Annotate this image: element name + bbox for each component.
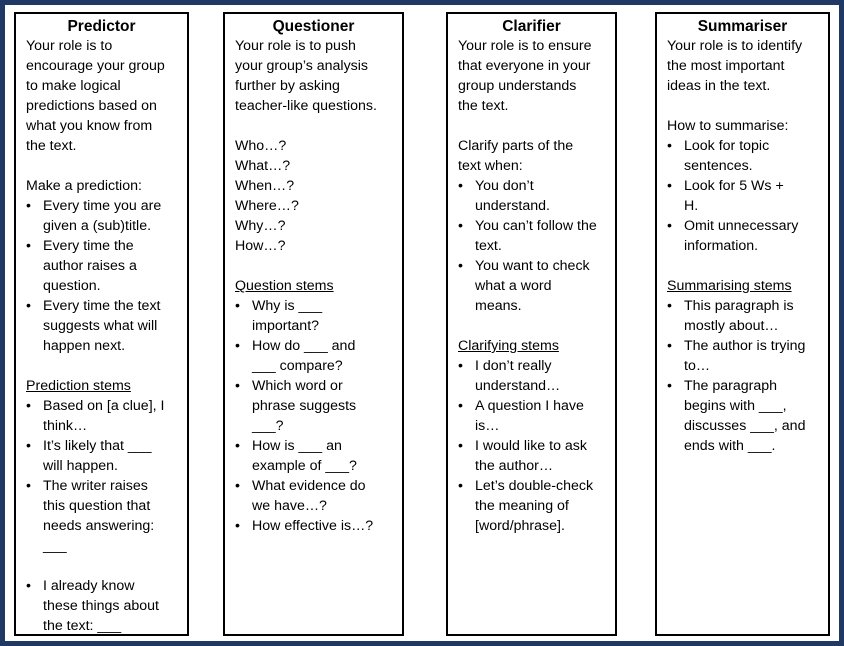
bullet-list [657, 136, 828, 256]
stems-heading: Summarising stems [667, 278, 792, 294]
list-item: • You want to check what a word means. [448, 256, 615, 316]
card-title: Predictor [67, 18, 136, 35]
role-line: the text. [26, 138, 77, 154]
list-item: • Which word or phrase suggests ___? [225, 376, 402, 436]
bullet-list [16, 196, 187, 356]
list-item: • Look for 5 Ws + H. [657, 176, 828, 216]
list-item: • How effective is…? [225, 516, 402, 536]
role-line: the text. [458, 98, 509, 114]
list-item: • The author is trying to… [657, 336, 828, 376]
card-clarifier [446, 12, 617, 636]
question-word: When…? [235, 178, 295, 194]
question-word: Where…? [235, 198, 299, 214]
role-line: Your role is to [26, 38, 113, 54]
list-item: • I don’t really understand… [448, 356, 615, 396]
stems-heading: Clarifying stems [458, 338, 559, 354]
question-word: Why…? [235, 218, 286, 234]
card-title: Clarifier [502, 18, 561, 35]
list-item: • What evidence do we have…? [225, 476, 402, 516]
role-line: that everyone in your [458, 58, 591, 74]
list-item: • How is ___ an example of ___? [225, 436, 402, 476]
question-word: How…? [235, 238, 286, 254]
list-item: • Based on [a clue], I think… [16, 396, 187, 436]
list-item: • You can’t follow the text. [448, 216, 615, 256]
document-frame [5, 5, 839, 641]
list-item: • You don’t understand. [448, 176, 615, 216]
stems-list [225, 296, 402, 536]
list-item: • The paragraph begins with ___, discusses ___, and ends with ___. [657, 376, 828, 456]
list-item: • A question I have is… [448, 396, 615, 436]
list-item: • Let’s double-check the meaning of [word/phrase]. [448, 476, 615, 536]
section-heading: Make a prediction: [26, 178, 142, 194]
list-item: • The writer raises this question that needs answering: ___ [16, 476, 187, 556]
list-item: • I would like to ask the author… [448, 436, 615, 476]
role-line: group understands [458, 78, 577, 94]
question-word: What…? [235, 158, 291, 174]
section-heading: How to summarise: [667, 118, 789, 134]
stems-heading: Prediction stems [26, 378, 131, 394]
question-word: Who…? [235, 138, 287, 154]
role-line: your group’s analysis [235, 58, 369, 74]
card-summariser [655, 12, 830, 636]
card-title: Questioner [272, 18, 355, 35]
section-heading: text when: [458, 158, 523, 174]
role-line: ideas in the text. [667, 78, 771, 94]
stems-list [657, 296, 828, 456]
list-item: • Omit unnecessary information. [657, 216, 828, 256]
list-item: • It’s likely that ___ will happen. [16, 436, 187, 476]
card-predictor [14, 12, 189, 636]
role-line: Your role is to identify [667, 38, 803, 54]
list-item: • Every time the text suggests what will happen next. [16, 296, 187, 356]
role-line: further by asking [235, 78, 340, 94]
stems-heading: Question stems [235, 278, 334, 294]
list-item: • Why is ___ important? [225, 296, 402, 336]
role-line: predictions based on [26, 98, 157, 114]
card-title: Summariser [697, 18, 788, 35]
role-line: teacher-like questions. [235, 98, 377, 114]
role-line: Your role is to ensure [458, 38, 592, 54]
card-questioner [223, 12, 404, 636]
role-line: what you know from [26, 118, 153, 134]
bullet-list [448, 176, 615, 316]
list-item: • This paragraph is mostly about… [657, 296, 828, 336]
role-line: encourage your group [26, 58, 165, 74]
role-line: Your role is to push [235, 38, 356, 54]
stems-list [16, 396, 187, 636]
stems-list [448, 356, 615, 536]
role-line: to make logical [26, 78, 121, 94]
list-item: • Look for topic sentences. [657, 136, 828, 176]
role-line: the most important [667, 58, 785, 74]
list-item: • How do ___ and ___ compare? [225, 336, 402, 376]
list-item: • Every time the author raises a question. [16, 236, 187, 296]
list-item: • I already know these things about the text: ___ [16, 576, 187, 636]
list-item: • Every time you are given a (sub)title. [16, 196, 187, 236]
section-heading: Clarify parts of the [458, 138, 574, 154]
